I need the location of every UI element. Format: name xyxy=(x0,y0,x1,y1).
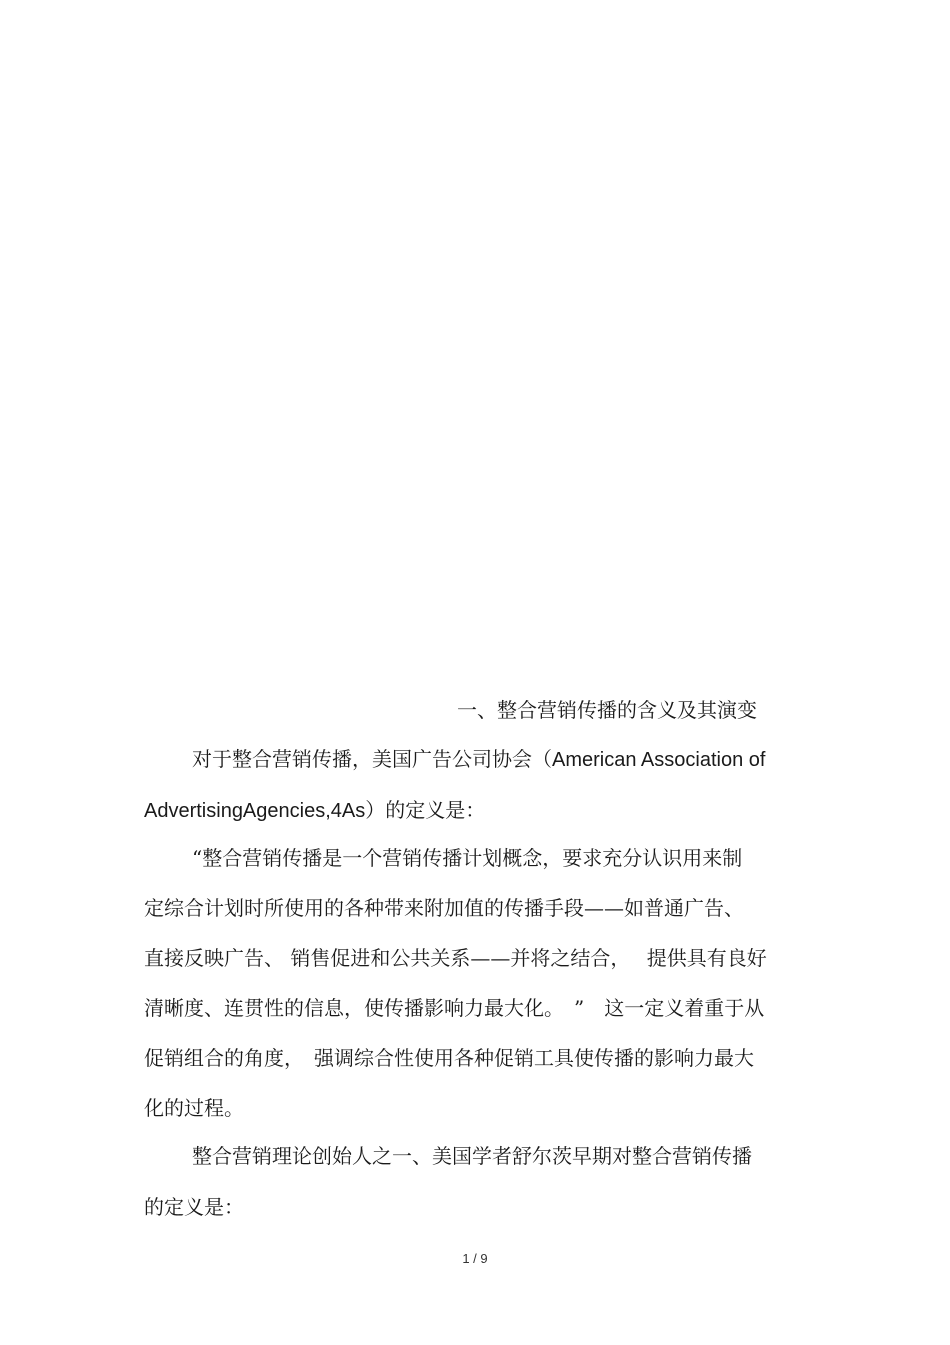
paragraph-line: 定综合计划时所使用的各种带来附加值的传播手段——如普通广告、 xyxy=(144,896,744,920)
paragraph-line xyxy=(192,746,765,773)
paragraph-line: 促销组合的角度， 强调综合性使用各种促销工具使传播的影响力最大 xyxy=(144,1046,754,1070)
paragraph-line: 直接反映广告、 销售促进和公共关系——并将之结合， 提供具有良好 xyxy=(144,946,767,970)
section-heading: 一、整合营销传播的含义及其演变 xyxy=(457,698,757,722)
paragraph-line: 的定义是： xyxy=(144,1195,244,1219)
paragraph-text: 对于整合营销传播，美国广告公司协会（ xyxy=(192,747,552,771)
paragraph-line: 整合营销理论创始人之一、美国学者舒尔茨早期对整合营销传播 xyxy=(192,1144,752,1168)
paragraph-text: ）的定义是： xyxy=(365,798,486,822)
paragraph-text-latin: AdvertisingAgencies,4As xyxy=(144,800,366,822)
paragraph-line: “整合营销传播是一个营销传播计划概念，要求充分认识用来制 xyxy=(192,846,743,870)
paragraph-line: 化的过程。 xyxy=(144,1096,244,1120)
page-number: 1 / 9 xyxy=(462,1251,488,1266)
paragraph-text-latin: American Association of xyxy=(552,749,766,771)
paragraph-line xyxy=(144,797,485,824)
paragraph-line: 清晰度、连贯性的信息，使传播影响力最大化。 ” 这一定义着重于从 xyxy=(144,996,765,1020)
